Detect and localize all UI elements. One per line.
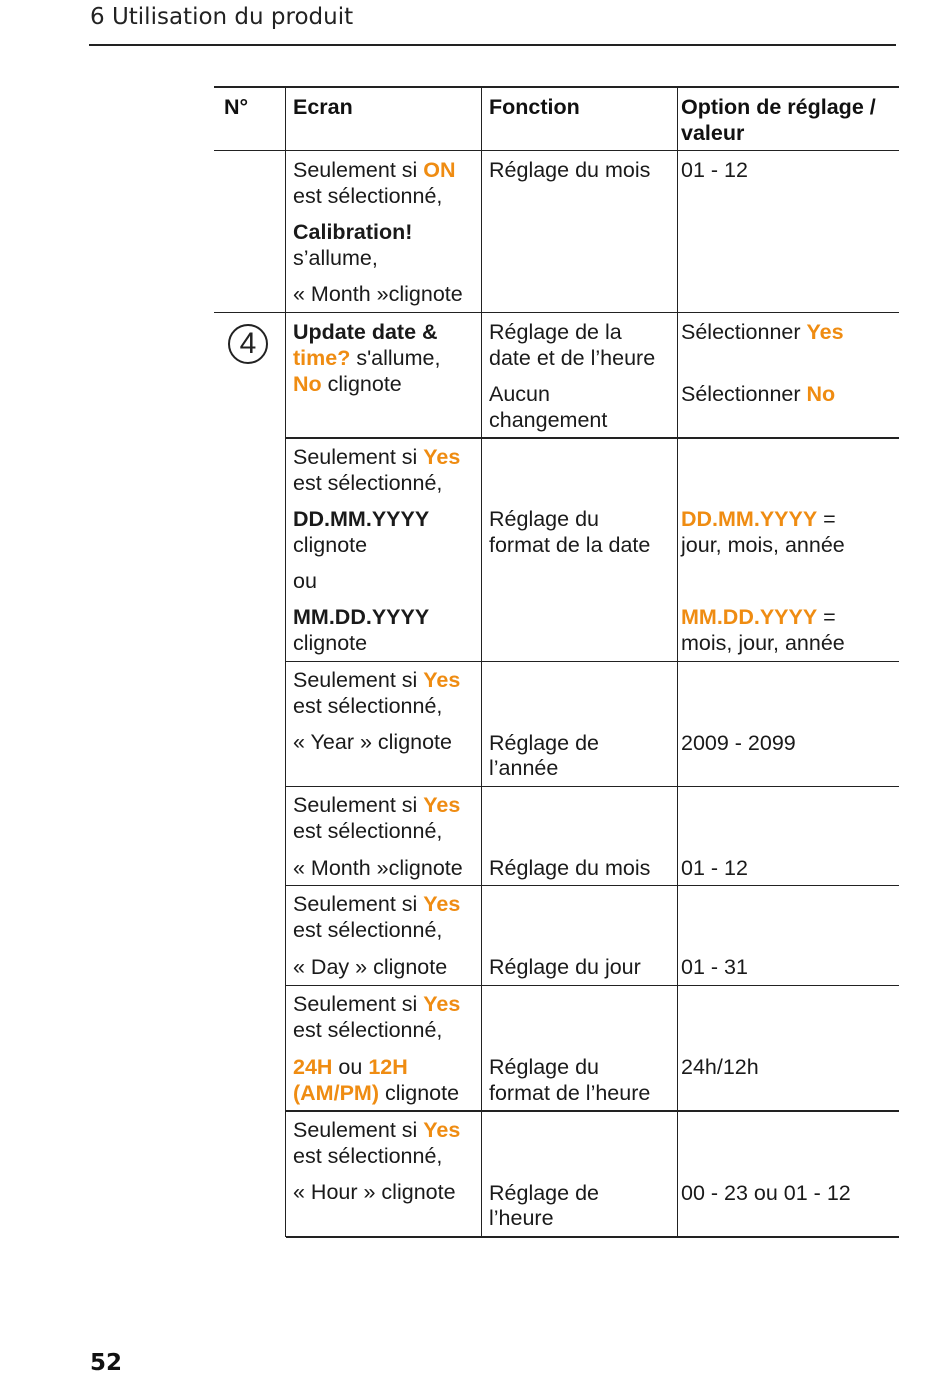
cell-text: 24h/12h <box>681 1055 759 1079</box>
cell-text: DD.MM.YYYY = <box>681 507 836 531</box>
column-header-option-cont: valeur <box>681 121 745 145</box>
cell-text: MM.DD.YYYY = <box>681 605 836 629</box>
cell-text: 24H ou 12H <box>293 1055 408 1079</box>
cell-text: est sélectionné, <box>293 694 443 718</box>
column-rule <box>677 86 678 1237</box>
step-number-4: 4 <box>228 324 268 364</box>
cell-text: Seulement si Yes <box>293 445 461 469</box>
cell-text: l’année <box>489 756 559 780</box>
cell-text: Seulement si Yes <box>293 992 461 1016</box>
cell-text: « Month »clignote <box>293 282 463 306</box>
cell-text: Réglage du mois <box>489 158 651 182</box>
row-rule <box>286 1110 899 1112</box>
table-header-rule <box>214 150 899 151</box>
column-header-option: Option de réglage / <box>681 95 876 119</box>
highlight-term: time? <box>293 346 351 370</box>
cell-text: Réglage du <box>489 1055 599 1079</box>
cell-text: 01 - 12 <box>681 158 748 182</box>
highlight-term: DD.MM.YYYY <box>293 507 430 531</box>
cell-text: l’heure <box>489 1206 554 1230</box>
cell-text: Sélectionner Yes <box>681 320 844 344</box>
cell-text: time? s'allume, <box>293 346 441 370</box>
highlight-term: ON <box>423 158 456 182</box>
column-header-no: N° <box>224 95 249 119</box>
column-header-fonction: Fonction <box>489 95 580 119</box>
highlight-term: Yes <box>423 793 461 817</box>
cell-text: format de la date <box>489 533 651 557</box>
cell-text: 01 - 31 <box>681 955 748 979</box>
cell-text: est sélectionné, <box>293 819 443 843</box>
cell-text: Réglage de la <box>489 320 622 344</box>
cell-text: Réglage du jour <box>489 955 641 979</box>
highlight-term: No <box>806 382 836 406</box>
cell-text: date et de l’heure <box>489 346 656 370</box>
cell-text: « Month »clignote <box>293 856 463 880</box>
cell-text: ou <box>293 569 317 593</box>
row-rule <box>286 786 899 787</box>
row-rule <box>286 885 899 886</box>
row-rule <box>286 985 899 986</box>
row-rule <box>214 312 899 313</box>
cell-text: Réglage de <box>489 731 599 755</box>
cell-text: est sélectionné, <box>293 471 443 495</box>
cell-text: Réglage du mois <box>489 856 651 880</box>
cell-text: Aucun <box>489 382 550 406</box>
cell-text: Réglage du <box>489 507 599 531</box>
cell-text: est sélectionné, <box>293 1144 443 1168</box>
cell-text: Seulement si Yes <box>293 1118 461 1142</box>
column-header-ecran: Ecran <box>293 95 353 119</box>
highlight-term: Yes <box>423 445 461 469</box>
cell-text: est sélectionné, <box>293 918 443 942</box>
cell-text: 01 - 12 <box>681 856 748 880</box>
cell-text: Sélectionner No <box>681 382 836 406</box>
cell-text: jour, mois, année <box>681 533 845 557</box>
cell-text: Réglage de <box>489 1181 599 1205</box>
cell-text: 00 - 23 ou 01 - 12 <box>681 1181 851 1205</box>
highlight-term: 24H <box>293 1055 333 1079</box>
header-rule <box>89 44 896 46</box>
table-bottom-rule <box>286 1236 899 1238</box>
row-rule <box>286 661 899 662</box>
highlight-term: DD.MM.YYYY <box>681 507 818 531</box>
highlight-term: MM.DD.YYYY <box>293 605 430 629</box>
cell-text: Seulement si Yes <box>293 793 461 817</box>
highlight-term: Yes <box>423 992 461 1016</box>
highlight-term: Yes <box>423 892 461 916</box>
cell-text: clignote <box>293 631 368 655</box>
highlight-term: Calibration! <box>293 220 413 244</box>
cell-text: est sélectionné, <box>293 184 443 208</box>
highlight-term: Yes <box>423 668 461 692</box>
table-top-rule <box>214 86 899 88</box>
row-rule <box>286 437 899 439</box>
highlight-term: Yes <box>423 1118 461 1142</box>
column-rule <box>285 86 286 1237</box>
highlight-term: No <box>293 372 322 396</box>
cell-text: changement <box>489 408 608 432</box>
column-rule <box>481 86 482 1237</box>
highlight-term: (AM/PM) <box>293 1081 379 1105</box>
cell-text: clignote <box>293 533 368 557</box>
cell-text: « Day » clignote <box>293 955 448 979</box>
cell-text: « Hour » clignote <box>293 1180 456 1204</box>
cell-text: format de l’heure <box>489 1081 651 1105</box>
highlight-term: 12H <box>368 1055 408 1079</box>
cell-text: Seulement si Yes <box>293 892 461 916</box>
cell-text: mois, jour, année <box>681 631 845 655</box>
chapter-title: 6 Utilisation du produit <box>90 4 354 30</box>
cell-text: Seulement si ON <box>293 158 456 182</box>
cell-text: (AM/PM) clignote <box>293 1081 460 1105</box>
highlight-term: Yes <box>806 320 844 344</box>
cell-text: 2009 - 2099 <box>681 731 796 755</box>
page-number: 52 <box>90 1350 123 1376</box>
cell-text: « Year » clignote <box>293 730 452 754</box>
cell-text: Seulement si Yes <box>293 668 461 692</box>
cell-text: s’allume, <box>293 246 378 270</box>
cell-text: est sélectionné, <box>293 1018 443 1042</box>
cell-text: No clignote <box>293 372 402 396</box>
highlight-term: Update date & <box>293 320 438 344</box>
highlight-term: MM.DD.YYYY <box>681 605 818 629</box>
